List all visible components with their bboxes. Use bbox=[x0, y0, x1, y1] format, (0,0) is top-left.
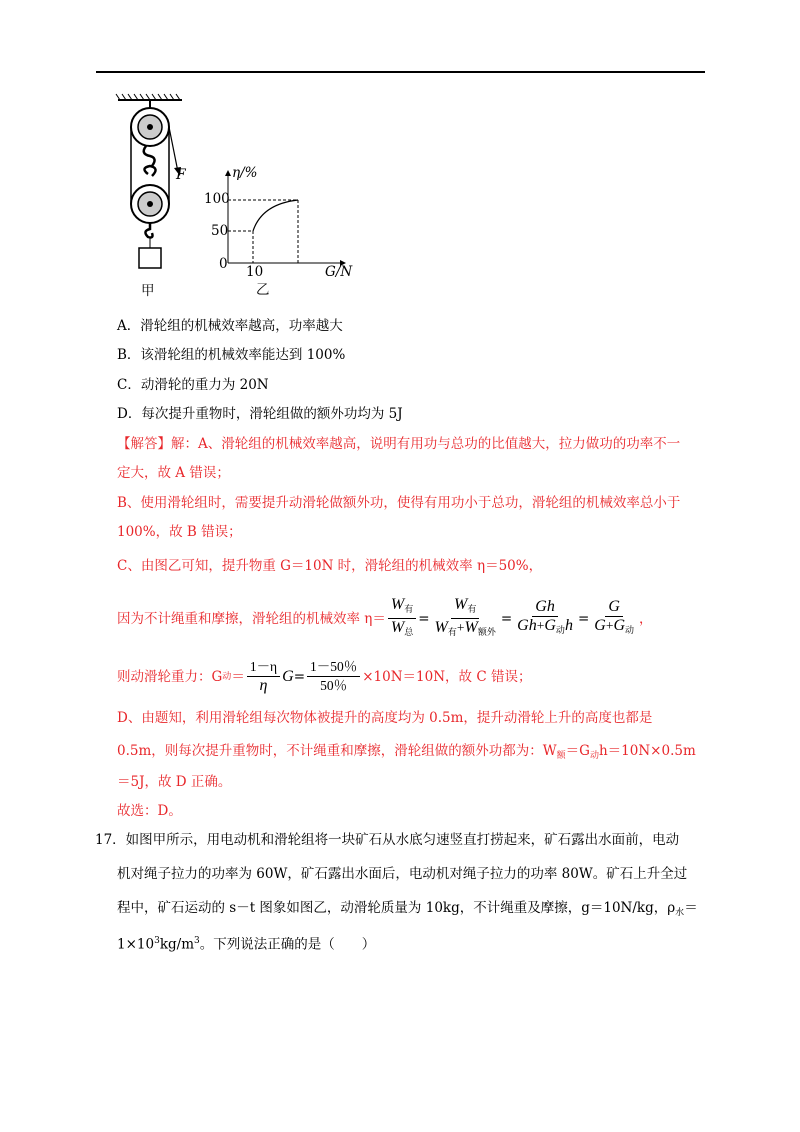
answer-line-11: 故选：D。 bbox=[117, 803, 182, 819]
option-a: A．滑轮组的机械效率越高，功率越大 bbox=[117, 318, 343, 334]
force-label: F bbox=[176, 167, 186, 183]
q17-line-1: 17．如图甲所示，用电动机和滑轮组将一块矿石从水底匀速竖直打捞起来，矿石露出水面前，电动 bbox=[95, 832, 680, 848]
option-d: D．每次提升重物时，滑轮组做的额外功均为 5J bbox=[117, 406, 403, 422]
answer-line-2: 定大，故 A 错误； bbox=[117, 465, 230, 481]
y-tick-100: 100 bbox=[204, 191, 230, 207]
answer-line-9: 0.5m，则每次提升重物时，不计绳重和摩擦，滑轮组做的额外功都为：$W_额=G_动h=10N\times 0.5m$ bbox=[117, 743, 696, 761]
x-tick-10: 10 bbox=[246, 264, 264, 280]
option-c: C．动滑轮的重力为 20N bbox=[117, 377, 269, 393]
y-tick-50: 50 bbox=[211, 223, 229, 239]
answer-line-3: B、使用滑轮组时，需要提升动滑轮做额外功，使得有用功小于总功，滑轮组的机械效率总小于 bbox=[117, 495, 681, 511]
fraction-w-you-sum: $\frac{W_有}{W_有+W_{额外}}$ bbox=[434, 596, 496, 637]
figure-jia-label: 甲 bbox=[141, 283, 155, 299]
y-axis-label: η/% bbox=[232, 165, 258, 181]
efficiency-formula: 因为不计绳重和摩擦，滑轮组的机械效率 η＝ $\frac{W_有}{W_总}$ = $\frac{W_有}{W_有+W_{额外}}$ = $\frac{Gh}{Gh+G_动h}$ = $\frac{G}{G+G_动}$ ， bbox=[117, 596, 653, 641]
answer-line-10: ＝5J，故 D 正确。 bbox=[117, 774, 232, 790]
fraction-gh: $\frac{Gh}{Gh+G_动h}$ bbox=[517, 598, 573, 635]
fraction-w-you-w-zong: $\frac{W_有}{W_总}$ bbox=[388, 596, 416, 641]
origin-label: 0 bbox=[219, 256, 228, 272]
fraction-g: $\frac{G}{G+G_动}$ bbox=[594, 598, 635, 635]
x-axis-label: G/N bbox=[325, 264, 353, 280]
answer-line-1: 【解答】解：A、滑轮组的机械效率越高，说明有用功与总功的比值越大，拉力做功的功率不一 bbox=[117, 436, 681, 452]
pulley-figure bbox=[110, 92, 200, 292]
answer-line-4: 100%，故 B 错误； bbox=[117, 524, 242, 540]
fraction-one-minus-eta: $\frac{1-\eta}{\eta}$ bbox=[247, 658, 280, 695]
figure-yi-label: 乙 bbox=[256, 282, 270, 298]
pulley-weight-formula: 则动滑轮重力：G 动 ＝ $\frac{1-\eta}{\eta}$ G = $\frac{1-50\%}{50\%}$ ×10N＝10N，故 C 错误； bbox=[117, 659, 532, 694]
fraction-percent: $\frac{1-50\%}{50\%}$ bbox=[307, 658, 360, 695]
answer-tag: 【解答】 bbox=[117, 436, 171, 452]
answer-line-5: C、由图乙可知，提升物重 G＝10N 时，滑轮组的机械效率 η＝50%， bbox=[117, 558, 543, 574]
q17-line-2: 机对绳子拉力的功率为 60W，矿石露出水面后，电动机对绳子拉力的功率 80W。矿石上升全过 bbox=[117, 866, 688, 882]
q17-line-3: 程中，矿石运动的 s－t 图象如图乙，动滑轮质量为 10kg，不计绳重及摩擦，g＝10N/kg，$\rho_水=$ bbox=[117, 900, 698, 918]
option-b: B．该滑轮组的机械效率能达到 100% bbox=[117, 347, 346, 363]
q17-line-4: $1\times 10^3kg/m^3$。下列说法正确的是（ ） bbox=[117, 936, 376, 953]
answer-line-8: D、由题知，利用滑轮组每次物体被提升的高度均为 0.5m，提升动滑轮上升的高度也都是 bbox=[117, 710, 653, 726]
header-rule bbox=[96, 71, 705, 73]
